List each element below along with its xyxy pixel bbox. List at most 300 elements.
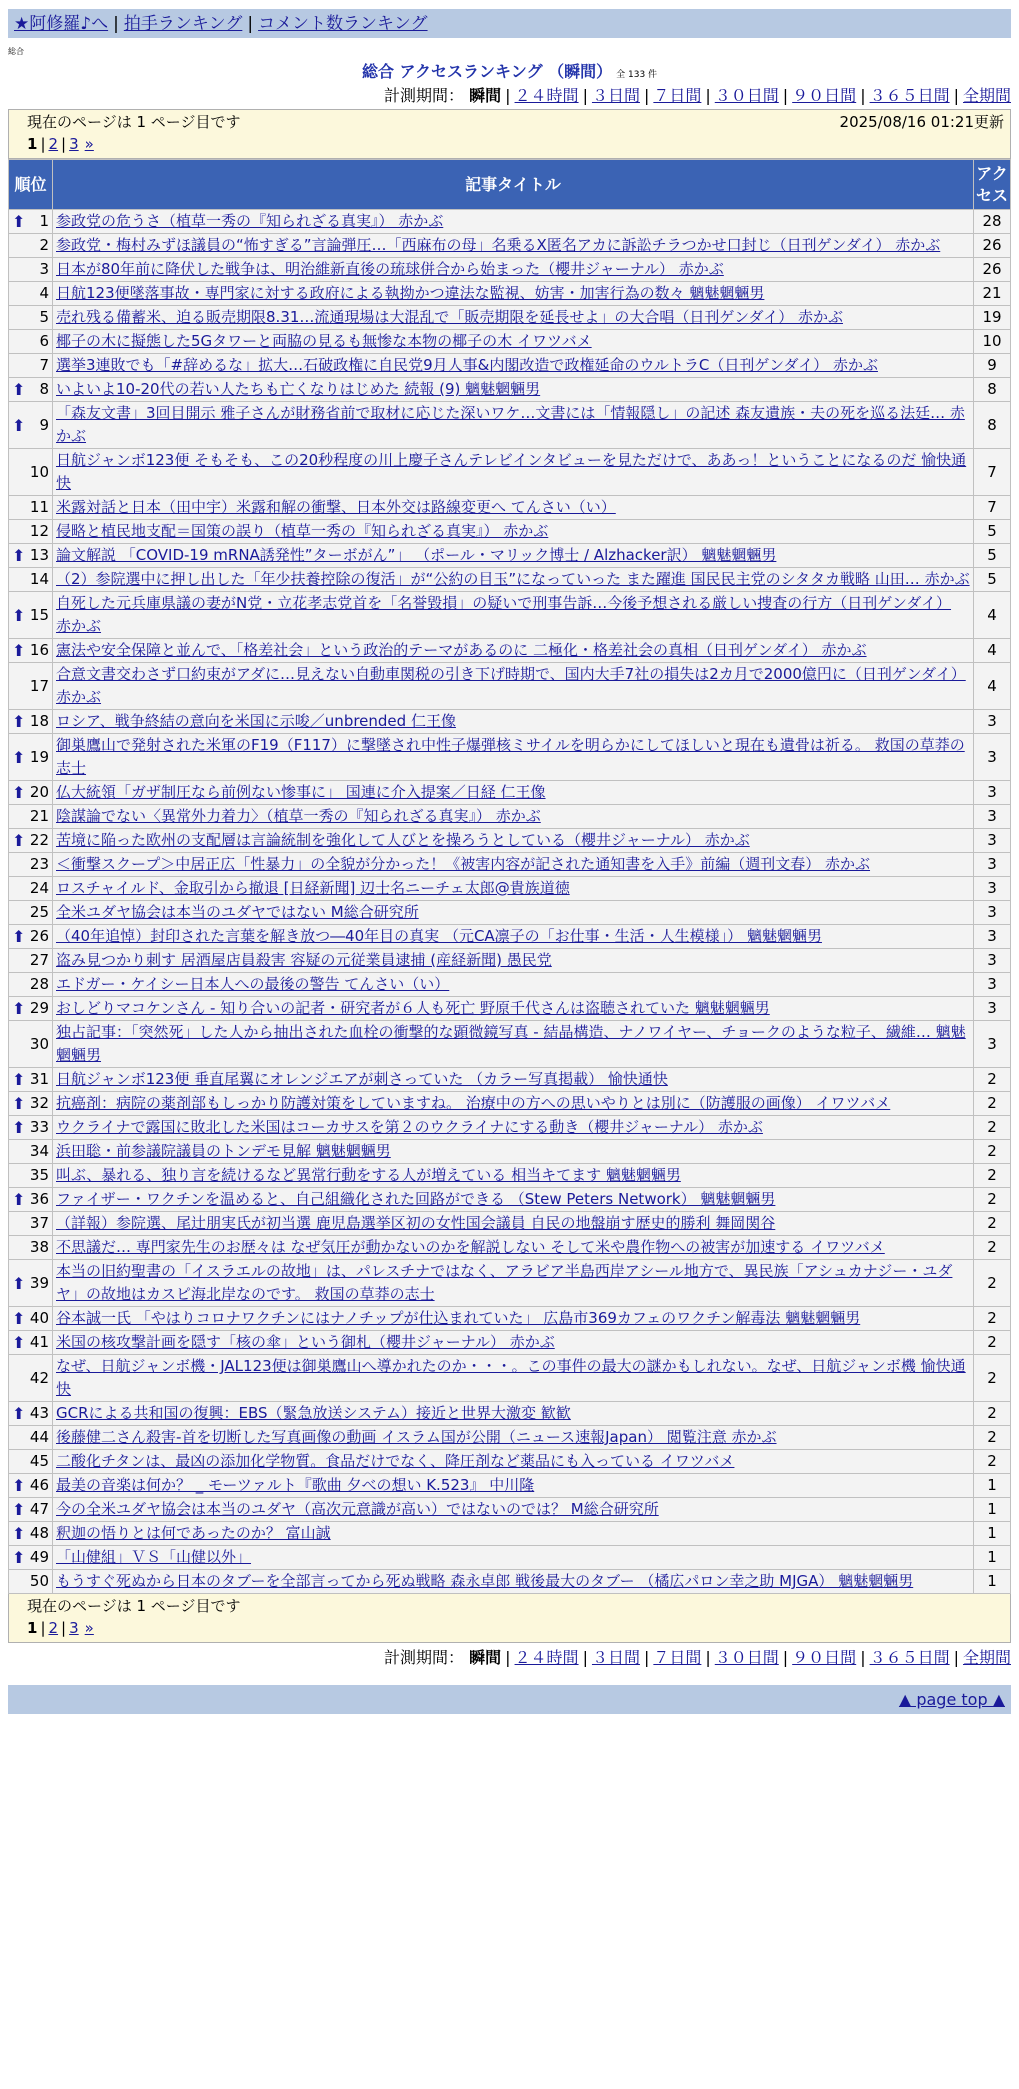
article-title-link[interactable]: もうすぐ死ぬから日本のタブーを全部言ってから死ぬ戦略 森永卓郎 戦後最大のタブー （橘広パロン幸之助 MJGA） 魑魅魍魎男 <box>56 1572 914 1590</box>
table-row <box>9 734 1011 781</box>
article-title-link[interactable]: 米露対話と日本（田中宇）米露和解の衝撃、日本外交は路線変更へ てんさい（い） <box>56 498 616 516</box>
rank-cell <box>9 1307 53 1331</box>
rank-cell <box>9 973 53 997</box>
up-arrow-icon: ⬆ <box>12 712 26 731</box>
rank-cell <box>9 449 53 496</box>
title-cell <box>53 1212 974 1236</box>
article-title-link[interactable]: 憲法や安全保障と並んで、「格差社会」という政治的テーマがあるのに 二極化・格差社会の真相（日刊ゲンダイ） 赤かぶ <box>56 641 867 659</box>
table-row <box>9 568 1011 592</box>
up-arrow-icon: ⬆ <box>12 212 26 231</box>
rank-number: 10 <box>29 462 49 481</box>
article-title-link[interactable]: エドガー・ケイシー日本人への最後の警告 てんさい（い） <box>56 975 450 993</box>
pager-link-3[interactable]: 3 <box>69 135 79 153</box>
rank-number: 19 <box>29 747 49 766</box>
up-arrow-icon: ⬆ <box>12 380 26 399</box>
up-arrow-icon: ⬆ <box>12 1476 26 1495</box>
article-title-link[interactable]: 苦境に陥った欧州の支配層は言論統制を強化して人びとを操ろうとしている（櫻井ジャーナル） 赤かぶ <box>56 831 750 849</box>
period-link-90d[interactable]: ９０日間 <box>792 86 857 105</box>
rank-cell <box>9 734 53 781</box>
rank-number: 40 <box>29 1309 49 1327</box>
rank-number: 24 <box>29 879 49 897</box>
rank-cell <box>9 901 53 925</box>
access-count: 10 <box>974 330 1011 354</box>
rank-number: 45 <box>29 1452 49 1470</box>
access-count: 1 <box>974 1474 1011 1498</box>
table-row <box>9 330 1011 354</box>
article-title-link[interactable]: 後藤健二さん殺害-首を切断した写真画像の動画 イスラム国が公開（ニュース速報Japan） 閲覧注意 赤かぶ <box>56 1428 777 1446</box>
period-link-365d[interactable]: ３６５日間 <box>869 1648 950 1667</box>
rank-number: 49 <box>29 1548 49 1566</box>
table-row <box>9 1331 1011 1355</box>
rank-number: 14 <box>29 570 49 588</box>
rank-cell <box>9 1068 53 1092</box>
header-title: 記事タイトル <box>53 160 974 210</box>
period-link-3d[interactable]: ３日間 <box>591 86 640 105</box>
up-arrow-icon: ⬆ <box>12 546 26 565</box>
up-arrow-icon: ⬆ <box>12 1094 26 1113</box>
page-title <box>362 62 657 81</box>
title-cell <box>53 1522 974 1546</box>
table-row <box>9 1402 1011 1426</box>
pager-next[interactable]: » <box>84 135 94 153</box>
table-header-row <box>9 160 1011 210</box>
period-link-all[interactable]: 全期間 <box>962 1648 1011 1667</box>
title-cell <box>53 1570 974 1594</box>
access-count: 2 <box>974 1331 1011 1355</box>
article-title-link[interactable]: 叫ぶ、暴れる、独り言を続けるなど異常行動をする人が増えている 相当キてます 魑魅魍魎男 <box>56 1166 681 1184</box>
article-title-link[interactable]: 侵略と植民地支配＝国策の誤り（植草一秀の『知られざる真実』） 赤かぶ <box>56 522 549 540</box>
table-row <box>9 1546 1011 1570</box>
access-count: 3 <box>974 781 1011 805</box>
article-title-link[interactable]: 売れ残る備蓄米、迫る販売期限8.31…流通現場は大混乱で「販売期限を延長せよ」の大合唱（日刊ゲンダイ） 赤かぶ <box>56 308 843 326</box>
rank-cell <box>9 1260 53 1307</box>
access-count: 28 <box>974 210 1011 234</box>
top-nav-clap-ranking-link[interactable]: 拍手ランキング <box>123 14 243 34</box>
rank-cell <box>9 402 53 449</box>
access-count: 3 <box>974 805 1011 829</box>
rank-number: 25 <box>29 903 49 921</box>
article-title-link[interactable]: 本当の旧約聖書の「イスラエルの故地」は、パレスチナではなく、アラビア半島西岸アシール地方で、異民族「アシュカナジー・ユダヤ」の故地はカスピ海北岸なのです。 救国の草莽の志士 <box>56 1262 953 1303</box>
separator: | <box>113 14 119 34</box>
access-count: 3 <box>974 925 1011 949</box>
rank-cell <box>9 1355 53 1402</box>
period-selector-bottom: 計測期間： 瞬間 | ２４時間 | ３日間 | ７日間 | ３０日間 | ９０日間 | ３６５日間 | 全期間 <box>384 1648 1011 1667</box>
title-cell <box>53 1188 974 1212</box>
period-selector-top: 計測期間： 瞬間 | ２４時間 | ３日間 | ７日間 | ３０日間 | ９０日間 | ３６５日間 | 全期間 <box>384 86 1011 105</box>
access-count: 19 <box>974 306 1011 330</box>
rank-cell <box>9 1546 53 1570</box>
rank-cell <box>9 520 53 544</box>
table-row <box>9 1164 1011 1188</box>
access-count: 4 <box>974 592 1011 639</box>
access-count: 1 <box>974 1498 1011 1522</box>
table-row <box>9 1092 1011 1116</box>
rank-number: 6 <box>39 332 49 350</box>
rank-cell <box>9 496 53 520</box>
access-count: 3 <box>974 877 1011 901</box>
access-count: 4 <box>974 639 1011 663</box>
title-cell <box>53 1355 974 1402</box>
access-count: 26 <box>974 258 1011 282</box>
title-cell <box>53 925 974 949</box>
article-title-link[interactable]: 釈迦の悟りとは何であったのか？ 富山誠 <box>56 1524 331 1542</box>
article-title-link[interactable]: （詳報）参院選、尾辻朋実氏が初当選 鹿児島選挙区初の女性国会議員 自民の地盤崩す歴史的勝利 舞岡関谷 <box>56 1214 776 1232</box>
rank-cell <box>9 1450 53 1474</box>
article-title-link[interactable]: 自死した元兵庫県議の妻がN党・立花孝志党首を「名誉毀損」の疑いで刑事告訴…今後予想される厳しい捜査の行方（日刊ゲンダイ） 赤かぶ <box>56 594 952 635</box>
title-cell <box>53 592 974 639</box>
rank-number: 28 <box>29 975 49 993</box>
table-row <box>9 781 1011 805</box>
article-title-link[interactable]: 浜田聡・前参議院議員のトンデモ見解 魑魅魍魎男 <box>56 1142 391 1160</box>
rank-number: 46 <box>29 1476 49 1494</box>
title-cell <box>53 853 974 877</box>
article-title-link[interactable]: 谷本誠一氏 「やはりコロナワクチンにはナノチップが仕込まれていた」 広島市369カフェのワクチン解毒法 魑魅魍魎男 <box>56 1309 861 1327</box>
rank-number: 5 <box>39 308 49 326</box>
article-title-link[interactable]: 参政党・梅村みずほ議員の“怖すぎる”言論弾圧…「西麻布の母」名乗るX匿名アカに訴訟チラつかせ口封じ（日刊ゲンダイ） 赤かぶ <box>56 236 941 254</box>
table-row <box>9 1498 1011 1522</box>
table-row <box>9 1068 1011 1092</box>
table-row <box>9 1426 1011 1450</box>
table-row <box>9 1355 1011 1402</box>
rank-number: 30 <box>29 1034 49 1053</box>
pager-link-2[interactable]: 2 <box>48 1619 59 1637</box>
table-row <box>9 973 1011 997</box>
rank-cell <box>9 1188 53 1212</box>
rank-cell <box>9 306 53 330</box>
title-cell <box>53 829 974 853</box>
access-count: 3 <box>974 710 1011 734</box>
period-link-3d[interactable]: ３日間 <box>591 1648 640 1667</box>
article-title-link[interactable]: ロスチャイルド、金取引から撤退 [日経新聞] 辺士名ニーチェ太郎@貴族道徳 <box>56 879 570 897</box>
up-arrow-icon: ⬆ <box>12 641 26 660</box>
article-title-link[interactable]: ロシア、戦争終結の意向を米国に示唆／unbrended 仁王像 <box>56 712 456 730</box>
title-cell <box>53 1474 974 1498</box>
article-title-link[interactable]: 盗み見つかり刺す 居酒屋店員殺害 容疑の元従業員逮捕 (産経新聞) 愚民党 <box>56 951 552 969</box>
top-nav-comment-ranking-link[interactable]: コメント数ランキング <box>258 14 428 34</box>
rank-number: 41 <box>29 1333 49 1351</box>
table-row <box>9 1236 1011 1260</box>
access-count: 26 <box>974 234 1011 258</box>
access-count: 2 <box>974 1260 1011 1307</box>
access-count: 2 <box>974 1116 1011 1140</box>
period-link-365d[interactable]: ３６５日間 <box>869 86 950 105</box>
access-count: 3 <box>974 973 1011 997</box>
article-title-link[interactable]: 抗癌剤：病院の薬剤部もしっかり防護対策をしていますね。 治療中の方への思いやりとは別に（防護服の画像） イワツバメ <box>56 1094 891 1112</box>
title-cell <box>53 1402 974 1426</box>
separator: | <box>247 14 254 34</box>
article-title-link[interactable]: 陰謀論でない〈異常外力着力〉（植草一秀の『知られざる真実』） 赤かぶ <box>56 807 541 825</box>
article-title-link[interactable]: （40年追悼）封印された言葉を解き放つ―40年目の真実 （元CA凛子の「お仕事・生活・人生模様」） 魑魅魍魎男 <box>56 927 822 945</box>
title-cell <box>53 1021 974 1068</box>
total-count: 全 133 件 <box>616 70 658 80</box>
rank-number: 47 <box>29 1500 49 1518</box>
rank-number: 38 <box>29 1238 49 1256</box>
table-row <box>9 1260 1011 1307</box>
period-label: 計測期間： <box>384 86 465 105</box>
page-title-text: 総合 アクセスランキング （瞬間） <box>361 62 613 81</box>
table-row <box>9 1307 1011 1331</box>
access-count: 7 <box>974 496 1011 520</box>
article-title-link[interactable]: 参政党の危うさ（植草一秀の『知られざる真実』） 赤かぶ <box>56 212 444 230</box>
access-count: 3 <box>974 1021 1011 1068</box>
access-count: 2 <box>974 1236 1011 1260</box>
period-link-30d[interactable]: ３０日間 <box>714 86 779 105</box>
period-link-7d[interactable]: ７日間 <box>653 1648 702 1667</box>
period-link-30d[interactable]: ３０日間 <box>714 1648 779 1667</box>
title-cell <box>53 258 974 282</box>
article-title-link[interactable]: 日航ジャンボ123便 垂直尾翼にオレンジエアが刺さっていた （カラー写真掲載） 愉快通快 <box>56 1070 668 1088</box>
article-title-link[interactable]: 合意文書交わさず口約束がアダに…見えない自動車関税の引き下げ時期で、国内大手7社の損失は2カ月で2000億円に（日刊ゲンダイ） 赤かぶ <box>56 665 966 706</box>
up-arrow-icon: ⬆ <box>12 999 26 1018</box>
access-count: 9 <box>974 354 1011 378</box>
access-count: 3 <box>974 997 1011 1021</box>
rank-number: 29 <box>29 999 49 1017</box>
rank-number: 22 <box>29 831 49 849</box>
article-title-link[interactable]: 二酸化チタンは、最凶の添加化学物質。食品だけでなく、降圧剤など薬品にも入っている イワツバメ <box>56 1452 735 1470</box>
rank-number: 7 <box>39 356 49 374</box>
title-cell <box>53 378 974 402</box>
access-count: 3 <box>974 949 1011 973</box>
up-arrow-icon: ⬆ <box>12 1070 26 1089</box>
rank-number: 17 <box>29 676 49 695</box>
title-cell <box>53 568 974 592</box>
rank-number: 21 <box>29 807 49 825</box>
rank-number: 4 <box>39 284 49 302</box>
rank-number: 37 <box>29 1214 49 1232</box>
title-cell <box>53 449 974 496</box>
rank-number: 42 <box>29 1368 49 1387</box>
rank-cell <box>9 1522 53 1546</box>
article-title-link[interactable]: 椰子の木に擬態した5Gタワーと両脇の見るも無惨な本物の椰子の木 イワツバメ <box>56 332 592 350</box>
table-row <box>9 639 1011 663</box>
header-rank: 順位 <box>9 160 53 210</box>
rank-number: 16 <box>29 641 49 659</box>
pager-link-3[interactable]: 3 <box>69 1619 79 1637</box>
article-title-link[interactable]: 論文解説 「COVID-19 mRNA誘発性”ターボがん”」 （ポール・マリック博士 / Alzhacker訳） 魑魅魍魎男 <box>56 546 777 564</box>
up-arrow-icon: ⬆ <box>12 415 26 435</box>
rank-cell <box>9 1092 53 1116</box>
article-title-link[interactable]: 御巣鷹山で発射された米軍のF19（F117）に撃墜され中性子爆弾核ミサイルを明らかにしてほしいと現在も遺骨は祈る。 救国の草莽の志士 <box>56 736 965 777</box>
table-row <box>9 210 1011 234</box>
pager-bottom: 1 | 2 | 3 » <box>27 1619 94 1637</box>
table-row <box>9 877 1011 901</box>
table-row <box>9 1474 1011 1498</box>
access-count: 7 <box>974 449 1011 496</box>
up-arrow-icon: ⬆ <box>12 1190 26 1209</box>
article-title-link[interactable]: ウクライナで露国に敗北した米国はコーカサスを第２のウクライナにする動き（櫻井ジャーナル） 赤かぶ <box>56 1118 763 1136</box>
table-row <box>9 997 1011 1021</box>
title-cell <box>53 1140 974 1164</box>
ranking-container <box>8 109 1011 1643</box>
ranking-body <box>9 210 1011 1594</box>
rank-cell <box>9 210 53 234</box>
title-cell <box>53 330 974 354</box>
article-title-link[interactable]: おしどりマコケンさん - 知り合いの記者・研究者が６人も死亡 野原千代さんは盗聴されていた 魑魅魍魎男 <box>56 999 770 1017</box>
rank-cell <box>9 282 53 306</box>
rank-cell <box>9 330 53 354</box>
period-current: 瞬間 <box>469 86 502 105</box>
page-info-bottom <box>8 1594 1011 1643</box>
article-title-link[interactable]: 日航123便墜落事故・専門家に対する政府による執拗かつ違法な監視、妨害・加害行為の数々 魑魅魍魎男 <box>56 284 765 302</box>
rank-number: 11 <box>29 498 49 516</box>
access-count: 5 <box>974 544 1011 568</box>
table-row <box>9 1450 1011 1474</box>
up-arrow-icon: ⬆ <box>12 605 26 625</box>
up-arrow-icon: ⬆ <box>12 831 26 850</box>
article-title-link[interactable]: 今の全米ユダヤ協会は本当のユダヤ（高次元意識が高い）ではないのでは？ M総合研究所 <box>56 1500 659 1518</box>
title-cell <box>53 234 974 258</box>
article-title-link[interactable]: GCRによる共和国の復興：EBS（緊急放送システム）接近と世界大激変 歓歓 <box>56 1404 571 1422</box>
period-link-7d[interactable]: ７日間 <box>653 86 702 105</box>
article-title-link[interactable]: ＜衝撃スクープ＞中居正広「性暴力」の全貌が分かった！《被害内容が記された通知書を入手》前編（週刊文春） 赤かぶ <box>56 855 871 873</box>
title-cell <box>53 1116 974 1140</box>
up-arrow-icon: ⬆ <box>12 927 26 946</box>
title-row <box>0 61 1019 83</box>
page-info-top <box>8 109 1011 159</box>
rank-number: 12 <box>29 522 49 540</box>
table-row <box>9 378 1011 402</box>
rank-number: 27 <box>29 951 49 969</box>
rank-number: 39 <box>29 1273 49 1292</box>
up-arrow-icon: ⬆ <box>12 1524 26 1543</box>
article-title-link[interactable]: 不思議だ… 専門家先生のお歴々は なぜ気圧が動かないのかを解説しない そして米や農作物への被害が加速する イワツバメ <box>56 1238 885 1256</box>
table-row <box>9 544 1011 568</box>
up-arrow-icon: ⬆ <box>12 1548 26 1567</box>
rank-cell <box>9 710 53 734</box>
article-title-link[interactable]: 選挙3連敗でも「#辞めるな」拡大…石破政権に自民党9月人事&内閣改造で政権延命のウルトラC（日刊ゲンダイ） 赤かぶ <box>56 356 878 374</box>
access-count: 1 <box>974 1546 1011 1570</box>
up-arrow-icon: ⬆ <box>12 1333 26 1352</box>
rank-cell <box>9 1570 53 1594</box>
rank-cell <box>9 949 53 973</box>
page-info-text: 現在のページは 1 ページ目です <box>27 113 241 131</box>
rank-cell <box>9 781 53 805</box>
page-top-link[interactable]: ▲ page top ▲ <box>898 1690 1005 1709</box>
table-row <box>9 402 1011 449</box>
title-cell <box>53 1498 974 1522</box>
access-count: 8 <box>974 402 1011 449</box>
rank-cell <box>9 877 53 901</box>
article-title-link[interactable]: （2）参院選中に押し出した「年少扶養控除の復活」が“公約の目玉”になっていった また躍進 国民民主党のシタタカ戦略 山田… 赤かぶ <box>56 570 970 588</box>
rank-cell <box>9 234 53 258</box>
pager-link-2[interactable]: 2 <box>48 135 59 153</box>
rank-cell <box>9 1164 53 1188</box>
article-title-link[interactable]: ファイザー・ワクチンを温めると、自己組織化された回路ができる （Stew Peters Network） 魑魅魍魎男 <box>56 1190 776 1208</box>
access-count: 21 <box>974 282 1011 306</box>
article-title-link[interactable]: 米国の核攻撃計画を隠す「核の傘」という御札（櫻井ジャーナル） 赤かぶ <box>56 1333 555 1351</box>
access-count: 4 <box>974 663 1011 710</box>
title-cell <box>53 973 974 997</box>
rank-cell <box>9 805 53 829</box>
period-link-24h[interactable]: ２４時間 <box>514 1648 579 1667</box>
access-count: 2 <box>974 1164 1011 1188</box>
rank-number: 13 <box>29 546 49 564</box>
top-nav-home-link[interactable]: ★阿修羅♪へ <box>14 14 109 34</box>
period-link-24h[interactable]: ２４時間 <box>514 86 579 105</box>
rank-cell <box>9 639 53 663</box>
rank-number: 33 <box>29 1118 49 1136</box>
access-count: 5 <box>974 520 1011 544</box>
up-arrow-icon: ⬆ <box>12 1309 26 1328</box>
title-cell <box>53 901 974 925</box>
access-count: 2 <box>974 1426 1011 1450</box>
article-title-link[interactable]: いよいよ10-20代の若い人たちも亡くなりはじめた 続報 (9) 魑魅魍魎男 <box>56 380 541 398</box>
article-title-link[interactable]: 「山健組」ＶＳ「山健以外」 <box>56 1548 252 1566</box>
rank-number: 8 <box>39 380 49 398</box>
title-cell <box>53 1426 974 1450</box>
title-cell <box>53 877 974 901</box>
table-row <box>9 234 1011 258</box>
access-count: 1 <box>974 1522 1011 1546</box>
article-title-link[interactable]: 全米ユダヤ協会は本当のユダヤではない M総合研究所 <box>56 903 419 921</box>
title-cell <box>53 402 974 449</box>
title-cell <box>53 663 974 710</box>
table-row <box>9 282 1011 306</box>
rank-cell <box>9 1212 53 1236</box>
access-count: 8 <box>974 378 1011 402</box>
rank-cell <box>9 1426 53 1450</box>
table-row <box>9 925 1011 949</box>
rank-cell <box>9 1021 53 1068</box>
rank-number: 36 <box>29 1190 49 1208</box>
article-title-link[interactable]: 独占記事：「突然死」した人から抽出された血栓の衝撃的な顕微鏡写真 - 結晶構造、ナノワイヤー、チョークのような粒子、繊維… 魑魅魍魎男 <box>56 1023 966 1064</box>
pager-current: 1 <box>27 135 38 153</box>
access-count: 5 <box>974 568 1011 592</box>
article-title-link[interactable]: なぜ、日航ジャンボ機・JAL123便は御巣鷹山へ導かれたのか・・・。この事件の最大の謎かもしれない。なぜ、日航ジャンボ機 愉快通快 <box>56 1357 966 1398</box>
ranking-table <box>8 159 1011 1594</box>
title-cell <box>53 354 974 378</box>
rank-number: 31 <box>29 1070 49 1088</box>
article-title-link[interactable]: 仏大統領「ガザ制圧なら前例ない惨事に」 国連に介入提案／日経 仁王像 <box>56 783 546 801</box>
pager-next[interactable]: » <box>84 1619 94 1637</box>
article-title-link[interactable]: 最美の音楽は何か？ _ モーツァルト『歌曲 夕べの想い K.523』 中川隆 <box>56 1476 535 1494</box>
pager-current: 1 <box>27 1619 38 1637</box>
access-count: 3 <box>974 734 1011 781</box>
article-title-link[interactable]: 日本が80年前に降伏した戦争は、明治維新直後の琉球併合から始まった（櫻井ジャーナル） 赤かぶ <box>56 260 724 278</box>
table-row <box>9 306 1011 330</box>
period-link-90d[interactable]: ９０日間 <box>792 1648 857 1667</box>
access-count: 2 <box>974 1092 1011 1116</box>
rank-number: 34 <box>29 1142 49 1160</box>
page-info-text-bottom: 現在のページは 1 ページ目です <box>27 1597 241 1615</box>
title-cell <box>53 544 974 568</box>
rank-cell <box>9 1498 53 1522</box>
rank-number: 23 <box>29 855 49 873</box>
table-row <box>9 1140 1011 1164</box>
rank-number: 3 <box>39 260 49 278</box>
rank-number: 15 <box>29 605 49 624</box>
rank-number: 35 <box>29 1166 49 1184</box>
article-title-link[interactable]: 日航ジャンボ123便 そもそも、この20秒程度の川上慶子さんテレビインタビューを見ただけで、ああっ！ということになるのだ 愉快通快 <box>56 451 967 492</box>
table-row <box>9 805 1011 829</box>
rank-cell <box>9 1236 53 1260</box>
rank-cell <box>9 258 53 282</box>
title-cell <box>53 805 974 829</box>
access-count: 1 <box>974 1570 1011 1594</box>
period-link-all[interactable]: 全期間 <box>962 86 1011 105</box>
table-row <box>9 949 1011 973</box>
title-cell <box>53 1164 974 1188</box>
title-cell <box>53 949 974 973</box>
rank-cell <box>9 354 53 378</box>
table-row <box>9 1212 1011 1236</box>
title-cell <box>53 1092 974 1116</box>
title-cell <box>53 734 974 781</box>
article-title-link[interactable]: 「森友文書」3回目開示 雅子さんが財務省前で取材に応じた深いワケ…文書には「情報隠し」の記述 森友遺族・夫の死を巡る法廷… 赤かぶ <box>56 404 965 445</box>
rank-number: 48 <box>29 1524 49 1542</box>
footer-bar <box>8 1685 1011 1714</box>
rank-number: 18 <box>29 712 49 730</box>
